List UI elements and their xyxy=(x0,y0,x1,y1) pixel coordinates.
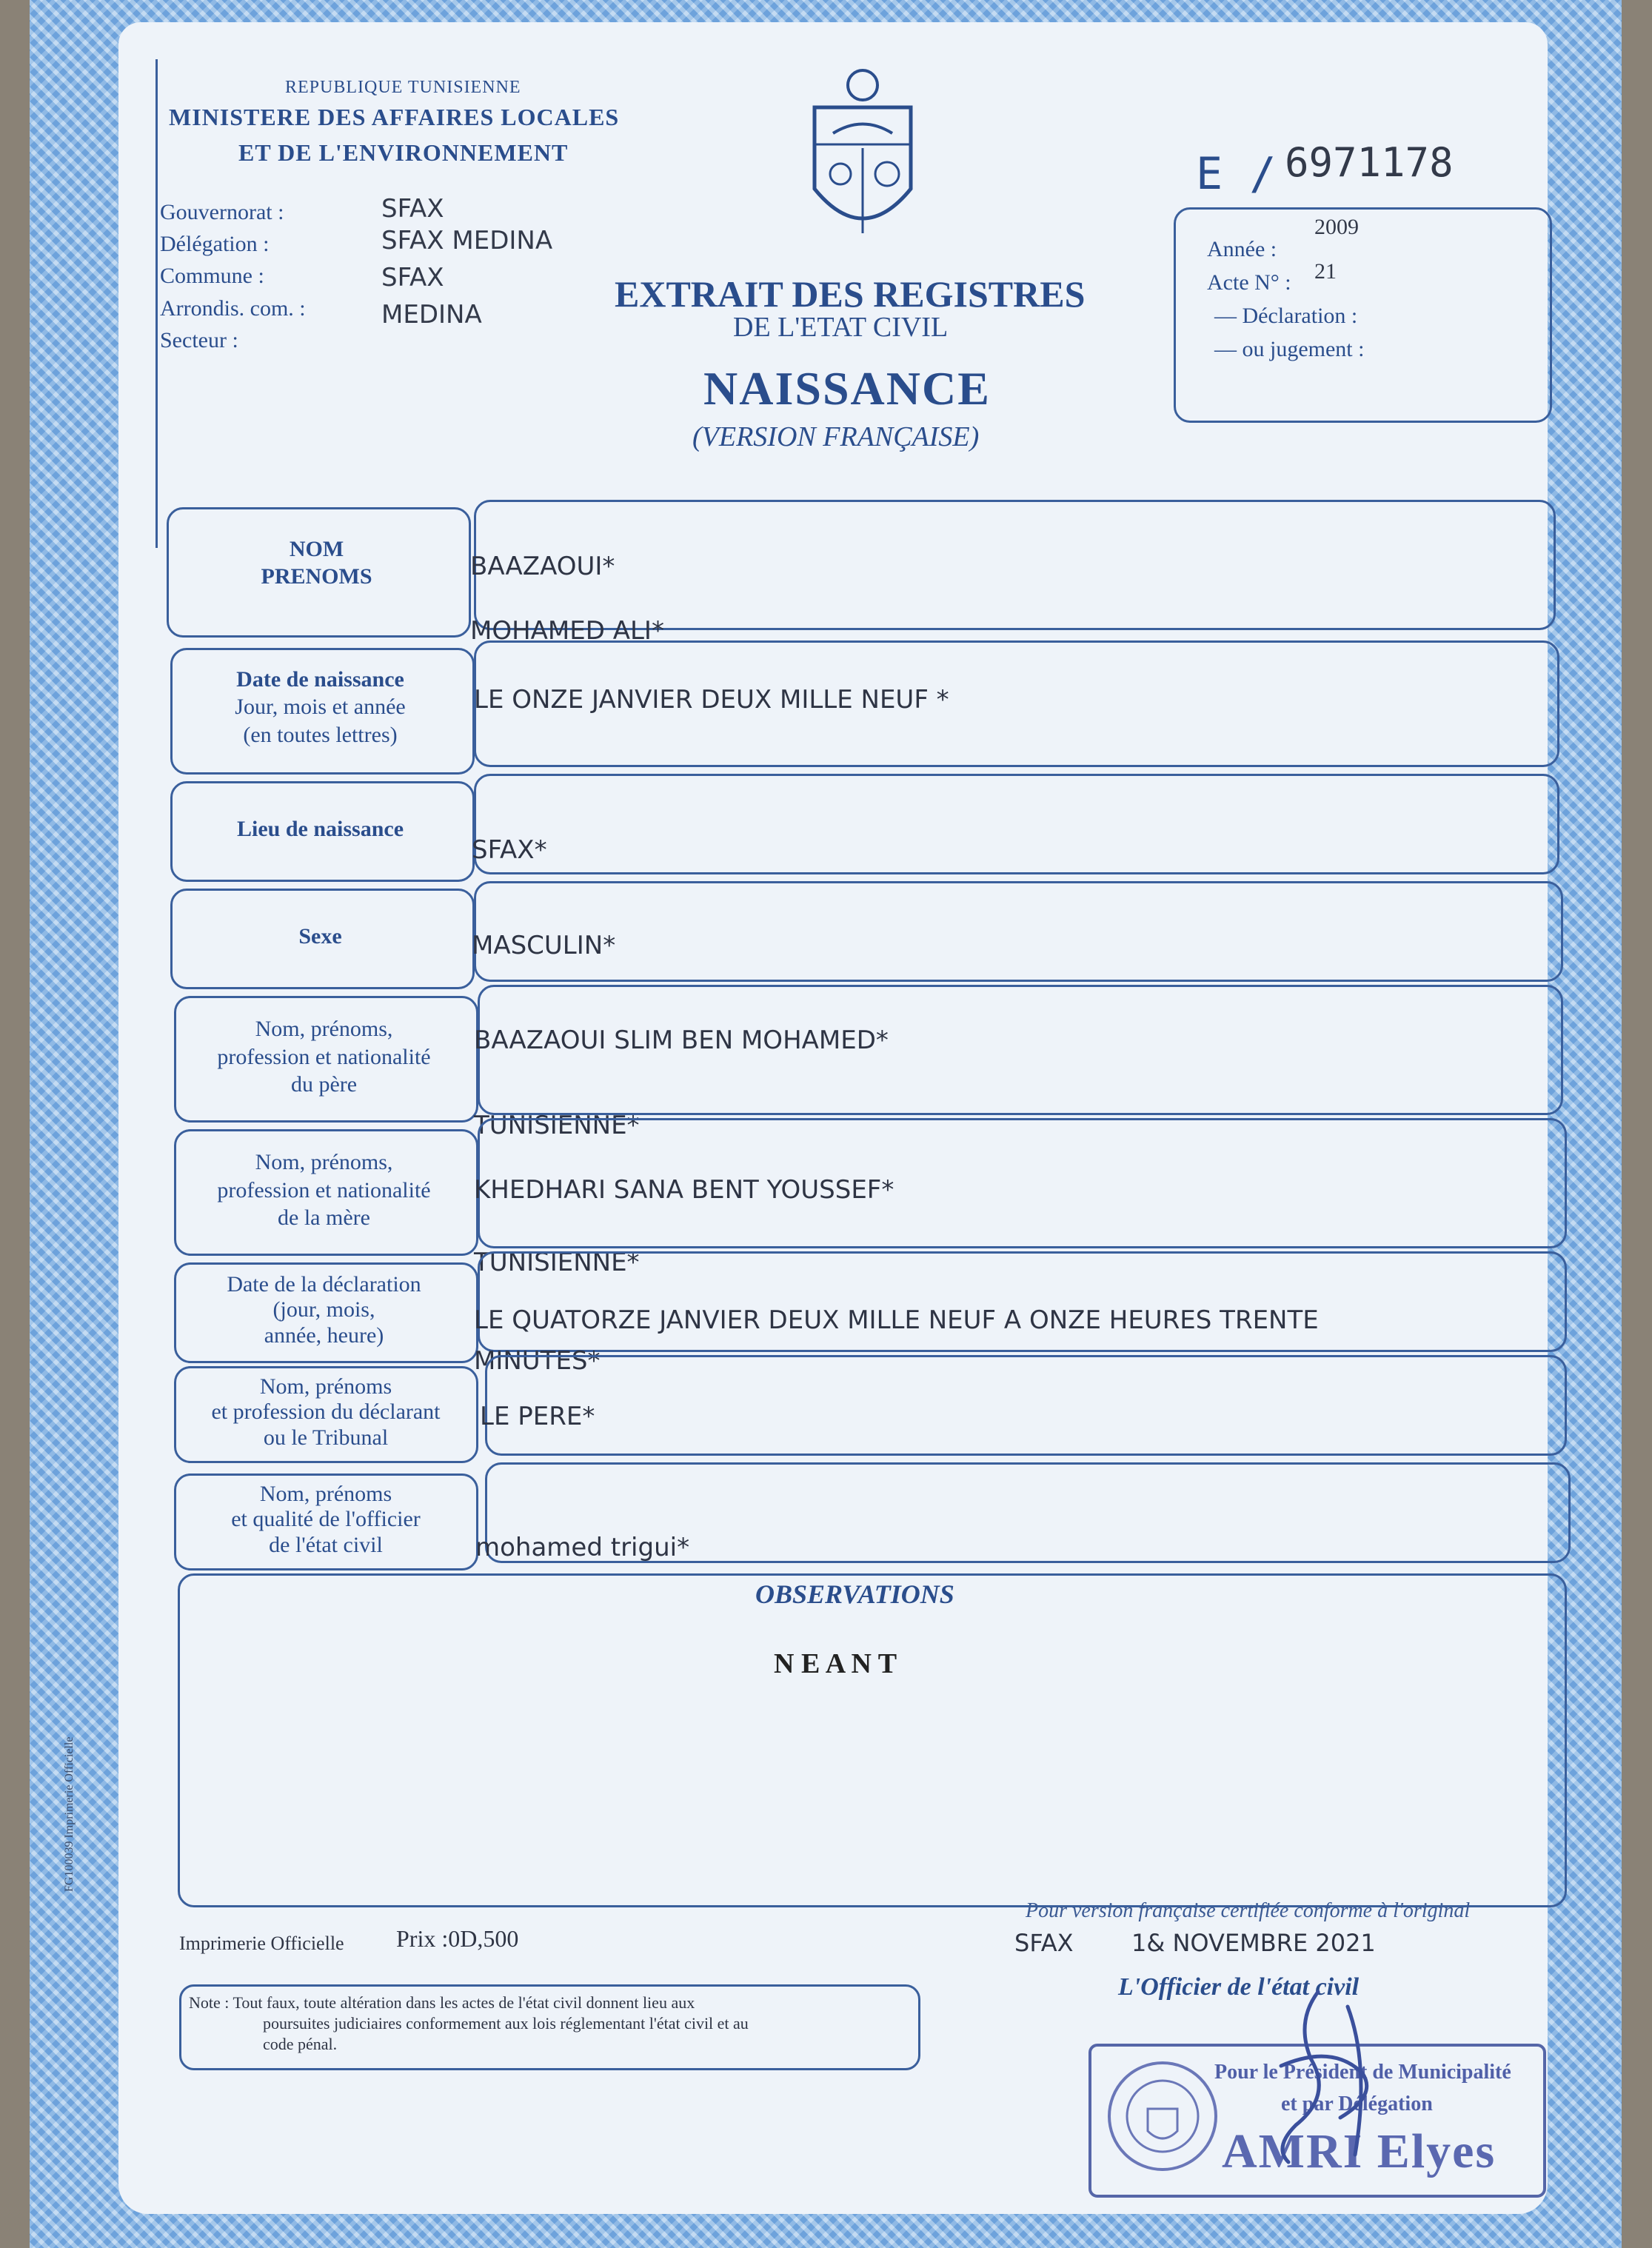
commune-value: SFAX xyxy=(381,263,444,292)
declaration-date-label1: Date de la déclaration xyxy=(227,1271,421,1297)
row-lieu-value-box xyxy=(474,774,1559,874)
row-date-naissance-label xyxy=(170,655,470,759)
officier-label1: Nom, prénoms xyxy=(259,1481,392,1506)
declarant-label2: et profession du déclarant xyxy=(211,1399,441,1425)
sexe-value: MASCULIN* xyxy=(472,931,616,960)
declaration-date-label2: (jour, mois, xyxy=(272,1297,375,1322)
mere-label2: profession et nationalité xyxy=(217,1177,431,1202)
republic-label: REPUBLIQUE TUNISIENNE xyxy=(285,78,521,97)
row-nom-value-box xyxy=(474,500,1556,630)
observations-title: OBSERVATIONS xyxy=(755,1579,954,1609)
declaration-date-value: LE QUATORZE JANVIER DEUX MILLE NEUF A ONZE HEURES TRENTE xyxy=(474,1305,1319,1335)
handwritten-signature xyxy=(1229,1977,1399,2177)
prix-label: Prix :0D,500 xyxy=(396,1925,519,1952)
sexe-label: Sexe xyxy=(298,924,342,949)
pere-nationality-value: TUNISIENNE* xyxy=(474,1111,640,1140)
officier-label2: et qualité de l'officier xyxy=(231,1507,421,1532)
serial-prefix: E / xyxy=(1196,148,1277,200)
delegation-value: SFAX MEDINA xyxy=(381,226,553,255)
acte-value: 21 xyxy=(1314,259,1337,284)
nom-value: BAAZAOUI* xyxy=(470,552,615,581)
declarant-label1: Nom, prénoms xyxy=(259,1374,392,1399)
officier-label3: de l'état civil xyxy=(269,1532,383,1557)
commune-label: Commune : xyxy=(160,264,264,288)
row-declaration-label xyxy=(174,1268,474,1353)
mere-label3: de la mère xyxy=(278,1205,370,1231)
lieu-value: SFAX* xyxy=(472,835,547,865)
coat-of-arms-emblem xyxy=(800,63,926,255)
jugement-label: — ou jugement : xyxy=(1214,337,1365,361)
row-officier-label xyxy=(174,1477,478,1562)
stamp-line1: Pour le Président de Municipalité xyxy=(1214,2061,1511,2084)
row-declarant-label xyxy=(174,1370,478,1455)
secteur-label: Secteur : xyxy=(160,328,238,352)
note-line2: poursuites judiciaires conformement aux lois réglementant l'état civil et au xyxy=(263,2014,749,2033)
mere-label1: Nom, prénoms, xyxy=(255,1150,393,1175)
declaration-date-label3: année, heure) xyxy=(264,1322,384,1348)
annee-label: Année : xyxy=(1207,237,1277,261)
title-line2: DE L'ETAT CIVIL xyxy=(733,312,949,343)
declarant-label3: ou le Tribunal xyxy=(263,1425,389,1450)
declaration-label: — Déclaration : xyxy=(1214,304,1358,328)
note-line3: code pénal. xyxy=(263,2035,338,2053)
gouvernorat-value: SFAX xyxy=(381,194,444,224)
stamp-name: AMRI Elyes xyxy=(1222,2124,1497,2178)
footer-date: 1& NOVEMBRE 2021 xyxy=(1131,1929,1376,1957)
acte-label: Acte N° : xyxy=(1207,270,1291,295)
stamp-line2: et par Délégation xyxy=(1281,2093,1433,2115)
pere-label2: profession et nationalité xyxy=(217,1044,431,1069)
gouvernorat-label: Gouvernorat : xyxy=(160,200,284,224)
title-version: (VERSION FRANÇAISE) xyxy=(692,421,980,452)
row-pere-label xyxy=(174,1007,474,1107)
row-mere-label xyxy=(174,1140,474,1240)
date-naissance-label: Date de naissance xyxy=(236,666,404,692)
certifiee-text: Pour version française certifiée conforme à l'original xyxy=(1026,1899,1471,1922)
title-naissance: NAISSANCE xyxy=(703,362,991,415)
row-nom-label xyxy=(167,518,466,607)
pere-label1: Nom, prénoms, xyxy=(255,1017,393,1042)
ministry-line2: ET DE L'ENVIRONNEMENT xyxy=(238,139,569,166)
row-lieu-label xyxy=(170,789,470,870)
prenoms-label: PRENOMS xyxy=(261,564,372,589)
pere-name-value: BAAZAOUI SLIM BEN MOHAMED* xyxy=(474,1026,889,1055)
ministry-line1: MINISTERE DES AFFAIRES LOCALES xyxy=(169,104,620,130)
note-line1: Note : Tout faux, toute altération dans les actes de l'état civil donnent lieu aux xyxy=(189,1993,695,2012)
mere-nationality-value: TUNISIENNE* xyxy=(474,1248,640,1277)
officier-title: L'Officier de l'état civil xyxy=(1118,1973,1360,2001)
row-sexe-label xyxy=(170,896,470,977)
observations-box xyxy=(178,1573,1567,1907)
imprimerie-label: Imprimerie Officielle xyxy=(179,1933,344,1954)
footer-city: SFAX xyxy=(1014,1929,1074,1957)
lieu-label: Lieu de naissance xyxy=(236,817,404,842)
seal-icon xyxy=(1103,2057,1222,2175)
row-declaration-value-box xyxy=(478,1251,1567,1352)
serial-number: 6971178 xyxy=(1285,139,1454,186)
delegation-label: Délégation : xyxy=(160,232,270,256)
mere-name-value: KHEDHARI SANA BENT YOUSSEF* xyxy=(474,1175,894,1205)
officier-value: mohamed trigui* xyxy=(475,1533,690,1562)
date-naissance-sublabel2: (en toutes lettres) xyxy=(243,722,398,747)
annee-value: 2009 xyxy=(1314,215,1359,239)
pere-label3: du père xyxy=(290,1072,358,1097)
header-rule xyxy=(155,59,158,548)
arrondissement-label: Arrondis. com. : xyxy=(160,296,306,321)
nom-label: NOM xyxy=(289,536,344,561)
row-sexe-value-box xyxy=(474,881,1563,982)
date-naissance-sublabel1: Jour, mois et année xyxy=(235,695,406,720)
prenoms-value: MOHAMED ALI* xyxy=(470,616,664,646)
title-line1: EXTRAIT DES REGISTRES xyxy=(615,273,1086,315)
date-naissance-value: LE ONZE JANVIER DEUX MILLE NEUF * xyxy=(474,685,949,715)
declarant-value: LE PERE* xyxy=(480,1402,595,1431)
declaration-date-value-cont: MINUTES* xyxy=(474,1346,601,1376)
arrondissement-value: MEDINA xyxy=(381,300,482,329)
side-print-code: FG100039 Imprimerie Officielle xyxy=(63,1736,76,1892)
observations-value: N E A N T xyxy=(774,1648,897,1679)
row-declarant-value-box xyxy=(485,1355,1567,1456)
